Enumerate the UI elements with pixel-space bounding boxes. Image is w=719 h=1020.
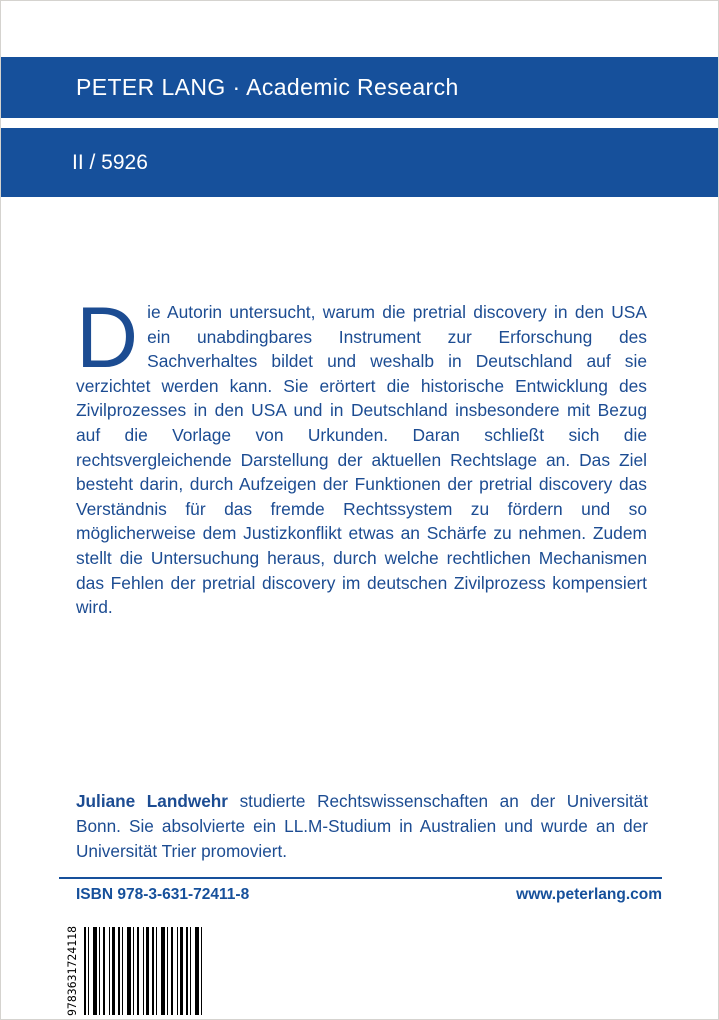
publisher-name: PETER LANG · Academic Research [76, 74, 459, 100]
barcode-bars-image [84, 927, 202, 1015]
author-bio [76, 789, 648, 864]
footer [76, 886, 662, 904]
book-blurb [76, 290, 647, 620]
series-number: II / 5926 [72, 150, 148, 174]
author-bio-text: studierte Rechtswissenschaften an der Universität Bonn. Sie absolvierte ein LL.M-Studium in Australien und wurde an der Universität Trier promoviert. [76, 791, 648, 861]
publisher-band [1, 57, 718, 118]
blurb-text: ie Autorin untersucht, warum die pretrial discovery in den USA ein unabdingbares Instrument zur Erforschung des Sachverhaltes bildet und weshalb in Deutschland auf sie verzichtet werden kann. Sie erörtert die historische Entwicklung des Zivilprozesses in den USA und in Deutschland insbesondere mit Bezug auf die Vorlage von Urkunden. Daran schließt sich die rechtsvergleichende Darstellung der aktuellen Rechtslage an. Das Ziel besteht darin, durch Aufzeigen der Funktionen der pretrial discovery das Verständnis für das fremde Rechtssystem zu fördern und so möglicherweise dem Justizkonflikt etwas an Schärfe zu nehmen. Zudem stellt die Untersuchung heraus, durch welche rechtlichen Mechanismen das Fehlen der pretrial discovery im deutschen Zivilprozess kompensiert wird. [76, 302, 647, 618]
footer-divider [59, 877, 662, 879]
isbn-label: ISBN 978-3-631-72411-8 [76, 886, 250, 903]
series-band [1, 128, 718, 197]
barcode-number: 9783631724118 [65, 925, 79, 1016]
barcode [63, 927, 206, 1015]
author-name: Juliane Landwehr [76, 791, 228, 811]
publisher-website: www.peterlang.com [516, 886, 662, 903]
drop-cap: D [76, 290, 139, 386]
